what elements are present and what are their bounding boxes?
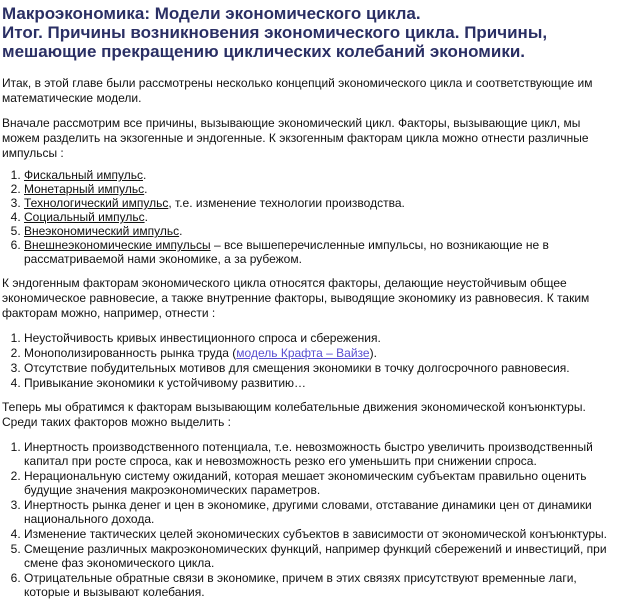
list-item-text: . [144, 182, 148, 196]
list-item: 4. Изменение тактических целей экономических субъектов в зависимости от экономической конъюнктуры. [24, 527, 615, 541]
list-item [24, 210, 615, 224]
list-item [24, 331, 615, 345]
list-item: 1. Инертность производственного потенциала, т.е. невозможность быстро увеличить производственный капитал при росте спроса, как и невозможность резко его уменьшить при снижении спроса. [24, 440, 615, 468]
endogenous-factors-list [2, 331, 615, 390]
list-item: 2. Нерациональную систему ожиданий, которая мешает экономическим субъектам правильно оценить будущие значения макроэкономических параметров. [24, 469, 615, 497]
list-item [24, 182, 615, 196]
oscillation-paragraph: Теперь мы обратимся к факторам вызывающим колебательные движения экономической конъюнктуры. Среди таких факторов можно выделить : [2, 400, 586, 429]
endogenous-paragraph: К эндогенным факторам экономического цикла относятся факторы, делающие неустойчивым общее экономическое равновесие, а также внутренние факторы, выводящие экономику из равновесия. К таким факторам можно, например, отнести : [2, 276, 590, 320]
list-item-text: , т.е. изменение технологии производства. [168, 196, 405, 210]
fiscal-impulse-link[interactable]: Фискальный импульс [24, 168, 143, 182]
technological-impulse-link[interactable]: Технологический импульс [24, 196, 169, 210]
list-item: 5. Смещение различных макроэкономических функций, например функций сбережений и инвестиций, при смене фаз экономического цикла. [24, 542, 615, 570]
title-line: Макроэкономика: Модели экономического цикла. [2, 4, 421, 23]
list-item-text: Привыкание экономики к устойчивому развитию… [24, 376, 307, 390]
kraft-weise-model-link[interactable]: модель Крафта – Вайзе [236, 346, 370, 360]
list-item [24, 376, 615, 390]
list-item-text: . [179, 224, 183, 238]
title-line: Итог. Причины возникновения экономического цикла. Причины, [2, 23, 548, 42]
list-item: 6. Отрицательные обратные связи в экономике, причем в этих связях присутствуют временные лаги, которые и вызывают колебания. [24, 571, 615, 599]
non-economic-impulse-link[interactable]: Внеэкономический импульс [24, 224, 180, 238]
monetary-impulse-link[interactable]: Монетарный импульс [24, 182, 145, 196]
list-item [24, 224, 615, 238]
list-item-text: Неустойчивость кривых инвестиционного спроса и сбережения. [24, 331, 381, 345]
list-item [24, 168, 615, 182]
list-item-text: – все вышеперечисленные импульсы, но возникающие не в рассматриваемой нами экономике, а за рубежом. [24, 238, 549, 266]
social-impulse-link[interactable]: Социальный импульс [24, 210, 145, 224]
exogenous-factors-list [2, 168, 615, 266]
oscillation-factors-list [2, 440, 615, 599]
list-item-text: Монополизированность рынка труда ( [24, 346, 237, 360]
list-item [24, 361, 615, 375]
list-item-text: . [143, 168, 147, 182]
foreign-economic-impulses-link[interactable]: Внешнеэкономические импульсы [24, 238, 211, 252]
list-item-text: ). [369, 346, 377, 360]
list-item [24, 238, 615, 266]
list-item: 3. Инертность рынка денег и цен в экономике, другими словами, отставание динамики цен от динамики национального дохода. [24, 498, 615, 526]
list-item-text: Отсутствие побудительных мотивов для смещения экономики в точку долгосрочного равновесия. [24, 361, 570, 375]
list-item [24, 196, 615, 210]
exogenous-paragraph: Вначале рассмотрим все причины, вызывающие экономический цикл. Факторы, вызывающие цикл, мы можем разделить на экзогенные и эндогенные. К экзогенным факторам цикла можно отнести различные импульсы : [2, 116, 589, 160]
page-title [2, 4, 615, 61]
list-item [24, 346, 615, 360]
title-line: мешающие прекращению циклических колебаний экономики. [2, 42, 526, 61]
list-item-text: . [144, 210, 148, 224]
intro-paragraph: Итак, в этой главе были рассмотрены несколько концепций экономического цикла и соответствующие им математические модели. [2, 76, 593, 105]
